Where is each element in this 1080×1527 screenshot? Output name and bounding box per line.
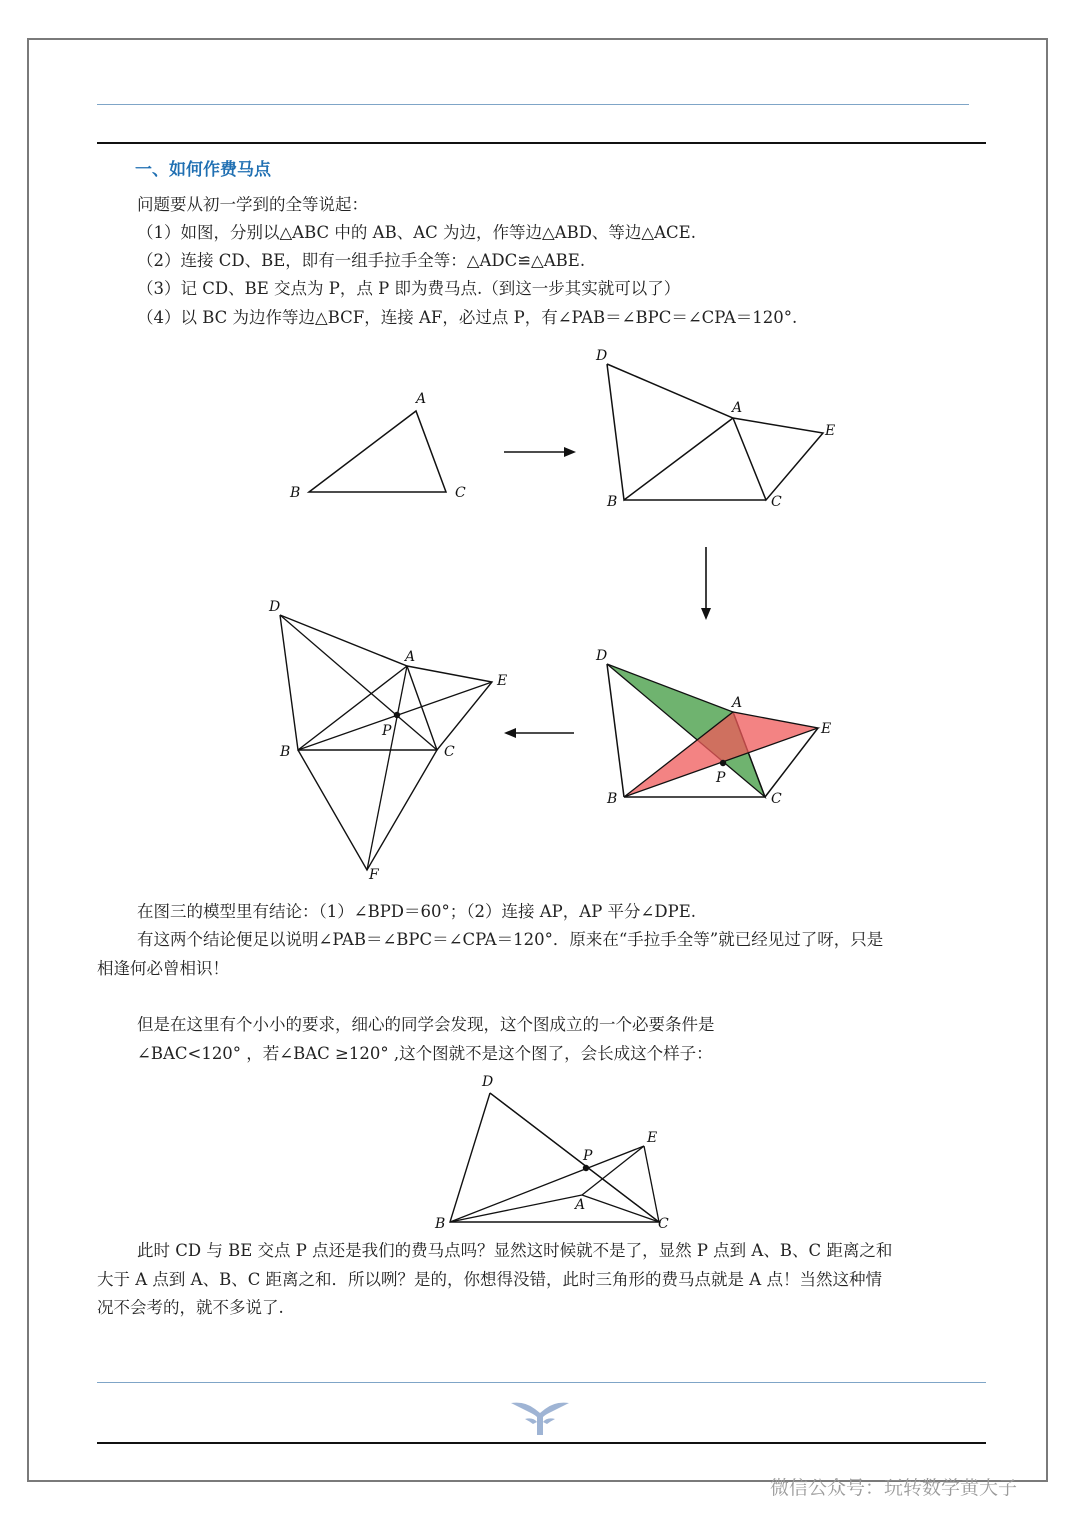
fig5-label-d: D [482,1074,494,1090]
fig4-label-f: F [369,867,379,883]
text-condition2: ∠BAC<120° ，若∠BAC ≥120° ,这个图就不是这个图了，会长成这个样子： [137,1044,713,1063]
fig5-label-b: B [435,1216,446,1232]
footer-black-rule [97,1442,986,1444]
fig2-label-c: C [771,494,782,510]
text-conclusion2b: 相逢何必曾相识！ [97,959,229,978]
figure-handshake-congruence [590,645,850,815]
text-step3: （3）记 CD、BE 交点为 P，点 P 即为费马点.（到这一步其实就可以了） [137,279,681,298]
text-conclusion1: 在图三的模型里有结论：（1）∠BPD＝60°；（2）连接 AP，AP 平分∠DPE. [137,902,696,921]
arrow-down-icon [696,545,716,625]
fig5-label-c: C [658,1216,669,1232]
logo-icon [505,1395,575,1440]
arrow-right-icon [500,442,580,462]
fig4-label-c: C [444,744,455,760]
figure-equilateral-abd-ace [590,340,850,520]
figure-triangle-abc [280,385,480,510]
fig1-label-b: B [290,485,301,501]
figure-obtuse-case [425,1070,685,1235]
fig3-label-d: D [596,648,608,664]
fig5-label-e: E [647,1130,658,1146]
fig3-label-p: P [716,770,726,786]
text-step4: （4）以 BC 为边作等边△BCF，连接 AF，必过点 P，有∠PAB＝∠BPC＝∠CPA＝120°. [137,308,798,327]
text-step2: （2）连接 CD、BE，即有一组手拉手全等：△ADC≌△ABE. [137,251,586,270]
figure-fermat-point-construction [260,595,520,885]
fig3-label-b: B [607,791,618,807]
text-conclusion2a: 有这两个结论便足以说明∠PAB＝∠BPC＝∠CPA＝120°．原来在“手拉手全等”就已经见过了呀，只是 [137,930,884,949]
text-step1: （1）如图，分别以△ABC 中的 AB、AC 为边，作等边△ABD、等边△ACE. [137,223,696,242]
fig4-label-p: P [382,723,392,739]
fig4-label-b: B [280,744,291,760]
fig1-label-c: C [455,485,466,501]
fig3-label-c: C [771,791,782,807]
watermark: 微信公众号：玩转数学黄大子 [770,1477,1018,1499]
fig4-label-a: A [405,649,416,665]
fig3-label-e: E [821,721,832,737]
text-final1: 此时 CD 与 BE 交点 P 点还是我们的费马点吗？显然这时候就不是了，显然 P 点到 A、B、C 距离之和 [137,1241,893,1260]
fig2-label-e: E [825,423,836,439]
header-blue-rule [97,104,969,105]
header-black-rule [97,142,986,144]
fig2-label-b: B [607,494,618,510]
fig2-label-a: A [732,400,743,416]
text-intro: 问题要从初一学到的全等说起： [137,195,368,214]
fig2-label-d: D [596,348,608,364]
fig4-label-d: D [269,599,281,615]
footer-blue-rule [97,1382,986,1383]
fig4-label-e: E [497,673,508,689]
text-final2: 大于 A 点到 A、B、C 距离之和．所以咧？是的，你想得没错，此时三角形的费马点就是 A 点！当然这种情 [97,1270,882,1289]
fig1-label-a: A [416,391,427,407]
fig3-label-a: A [732,695,743,711]
fig5-label-a: A [575,1197,586,1213]
section-title: 一、如何作费马点 [135,160,271,180]
fig5-label-p: P [583,1148,593,1164]
text-condition1: 但是在这里有个小小的要求，细心的同学会发现，这个图成立的一个必要条件是 [137,1015,715,1034]
text-final3: 况不会考的，就不多说了. [97,1298,284,1317]
